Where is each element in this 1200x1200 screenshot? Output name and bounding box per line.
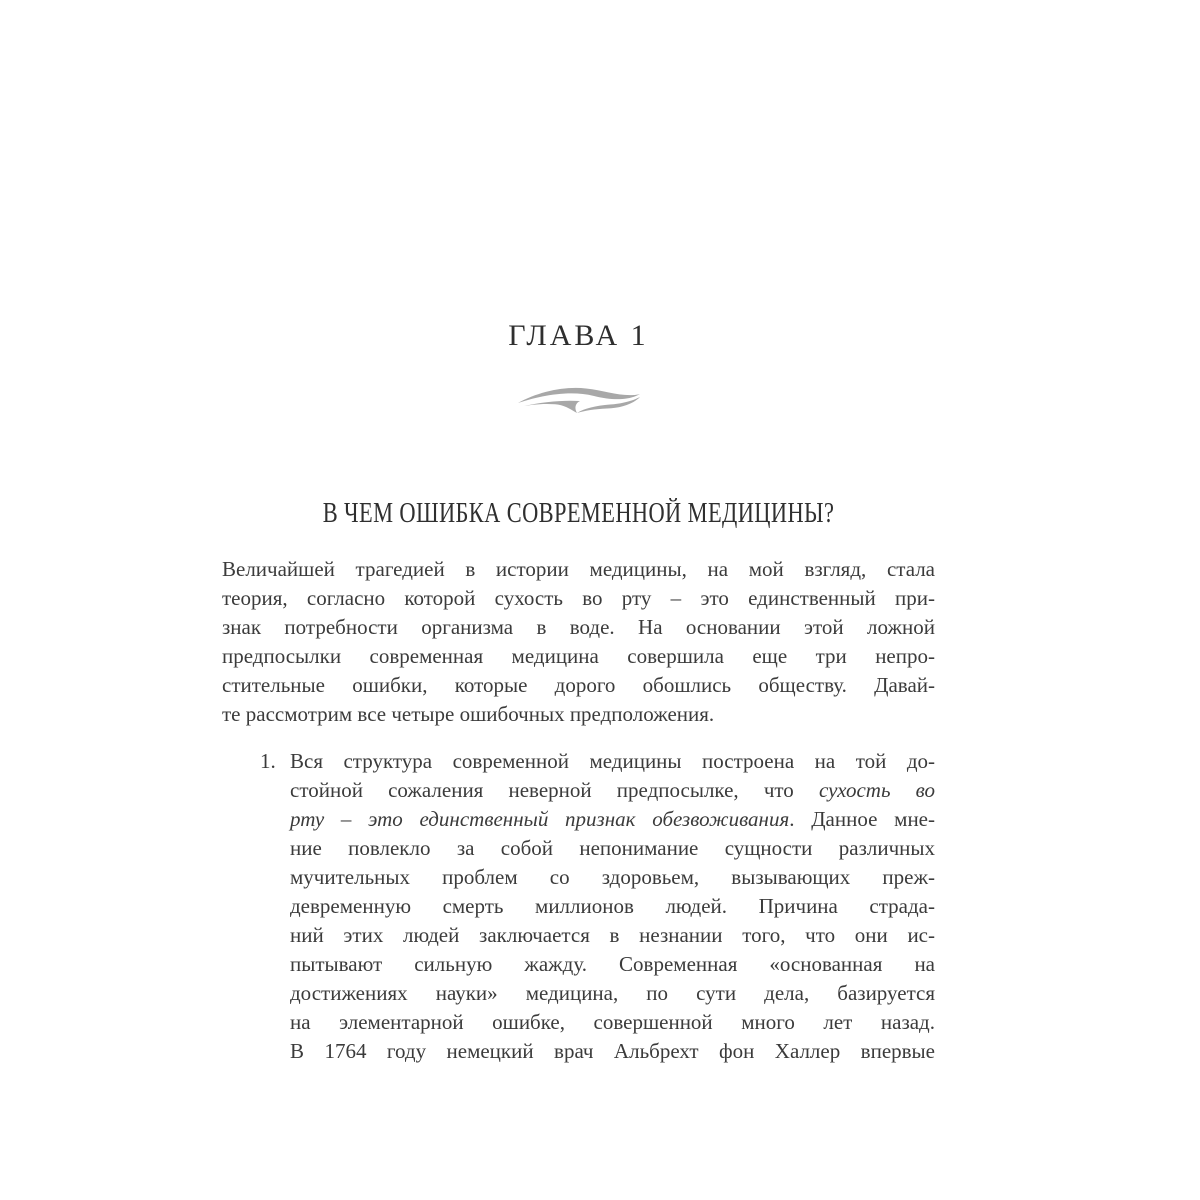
- text-line: на элементарной ошибке, совершенной много лет назад.: [290, 1010, 935, 1034]
- text-line: те рассмотрим все четыре ошибочных предположения.: [222, 702, 715, 726]
- section-title: В ЧЕМ ОШИБКА СОВРЕМЕННОЙ МЕДИЦИНЫ?: [322, 498, 835, 529]
- text-line: рту – это единственный признак обезвоживания. Данное мне-: [290, 807, 935, 831]
- intro-paragraph: [222, 555, 935, 729]
- text-line: ние повлекло за собой непонимание сущности различных: [290, 836, 935, 860]
- text-line: предпосылки современная медицина совершила еще три непро-: [222, 644, 935, 668]
- numbered-list-item: [222, 747, 935, 1066]
- text-line: теория, согласно которой сухость во рту – это единственный при-: [222, 586, 935, 610]
- text-line: ний этих людей заключается в незнании того, что они ис-: [290, 923, 935, 947]
- text-line: стительные ошибки, которые дорого обошлись обществу. Давай-: [222, 673, 935, 697]
- text-line: В 1764 году немецкий врач Альбрехт фон Халлер впервые: [290, 1039, 935, 1063]
- page-content: [222, 0, 935, 1066]
- text-line: Величайшей трагедией в истории медицины, на мой взгляд, стала: [222, 557, 935, 581]
- wave-top-swash-shape: [518, 388, 640, 403]
- wave-lower-right-shape: [577, 397, 640, 413]
- wave-lower-left-shape: [522, 401, 580, 413]
- text-line: мучительных проблем со здоровьем, вызывающих преж-: [290, 865, 935, 889]
- text-line: Вся структура современной медицины построена на той до-: [290, 749, 935, 773]
- list-item-number: 1.: [260, 749, 276, 773]
- text-line: достижениях науки» медицина, по сути дела, базируется: [290, 981, 935, 1005]
- text-line: стойной сожаления неверной предпосылке, что сухость во: [290, 778, 936, 802]
- chapter-heading: ГЛАВА 1: [508, 319, 649, 352]
- text-line: знак потребности организма в воде. На основании этой ложной: [222, 615, 935, 639]
- wave-flourish-ornament: [516, 385, 642, 413]
- text-line: девременную смерть миллионов людей. Причина страда-: [290, 894, 935, 918]
- list-item-lines: [290, 747, 935, 1066]
- text-line: пытывают сильную жажду. Современная «основанная на: [290, 952, 935, 976]
